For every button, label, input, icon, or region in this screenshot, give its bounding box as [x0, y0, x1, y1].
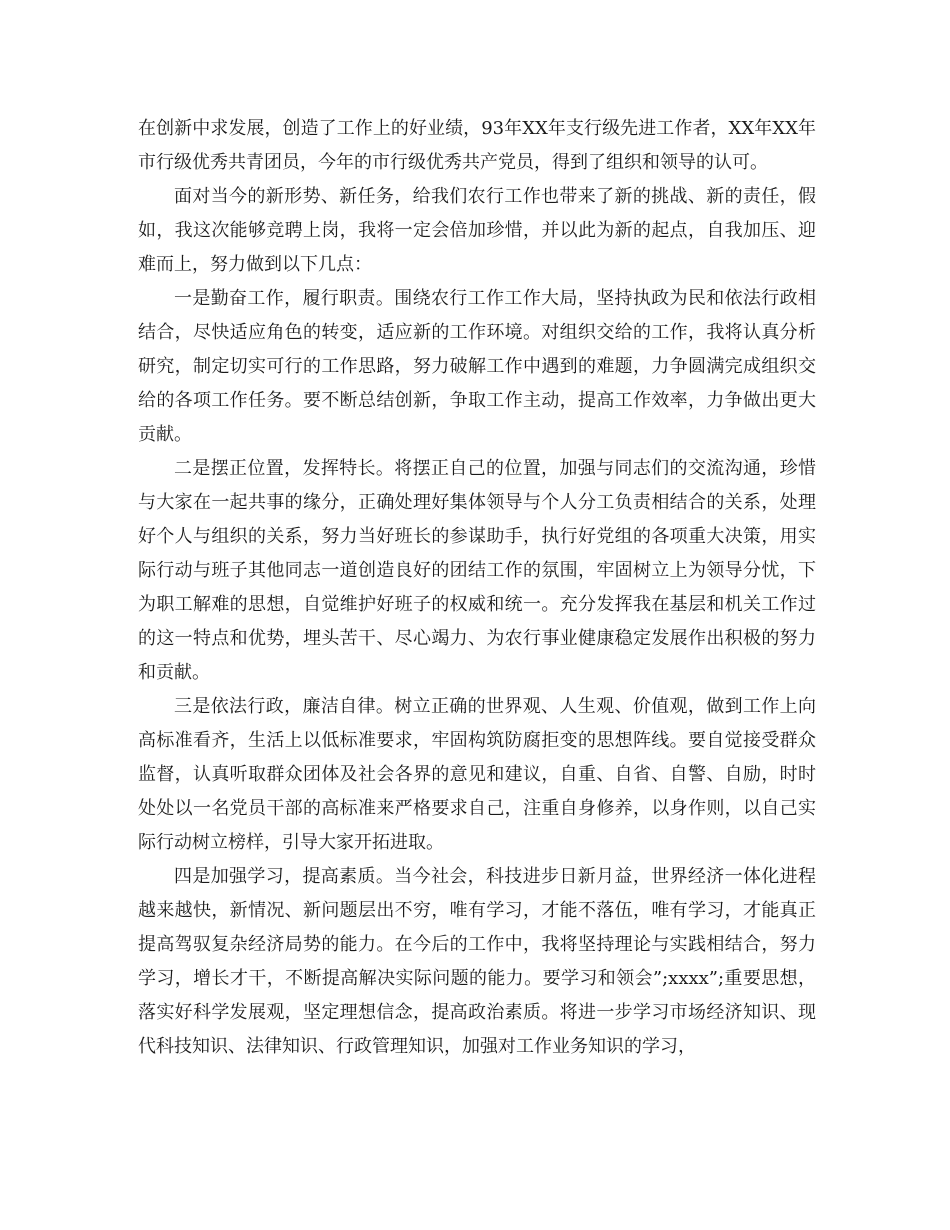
- paragraph-point-three: 三是依法行政，廉洁自律。树立正确的世界观、人生观、价值观，做到工作上向高标准看齐，生活上以低标准要求，牢固构筑防腐拒变的思想阵线。要自觉接受群众监督，认真听取群众团体及社会各界的意见和建议，自重、自省、自警、自励，时时处处以一名党员干部的高标准来严格要求自己，注重自身修养，以身作则，以自己实际行动树立榜样，引导大家开拓进取。: [138, 696, 816, 853]
- paragraph-new-situation: 面对当今的新形势、新任务，给我们农行工作也带来了新的挑战、新的责任，假如，我这次能够竞聘上岗，我将一定会倍加珍惜，并以此为新的起点，自我加压、迎难而上，努力做到以下几点：: [138, 186, 816, 275]
- paragraph-continuation: 在创新中求发展，创造了工作上的好业绩，93年XX年支行级先进工作者，XX年XX年市行级优秀共青团员，今年的市行级优秀共产党员，得到了组织和领导的认可。: [138, 118, 816, 173]
- paragraph-point-two: 二是摆正位置，发挥特长。将摆正自己的位置，加强与同志们的交流沟通，珍惜与大家在一起共事的缘分，正确处理好集体领导与个人分工负责相结合的关系，处理好个人与组织的关系，努力当好班长的参谋助手，执行好党组的各项重大决策，用实际行动与班子其他同志一道创造良好的团结工作的氛围，牢固树立上为领导分忧，下为职工解难的思想，自觉维护好班子的权威和统一。充分发挥我在基层和机关工作过的这一特点和优势，埋头苦干、尽心竭力、为农行事业健康稳定发展作出积极的努力和贡献。: [138, 458, 816, 683]
- paragraph-point-four: 四是加强学习，提高素质。当今社会，科技进步日新月益，世界经济一体化进程越来越快，新情况、新问题层出不穷，唯有学习，才能不落伍，唯有学习，才能真正提高驾驭复杂经济局势的能力。在今后的工作中，我将坚持理论与实践相结合，努力学习，增长才干，不断提高解决实际问题的能力。要学习和领会”;xxxx”;重要思想，落实好科学发展观，坚定理想信念，提高政治素质。将进一步学习市场经济知识、现代科技知识、法律知识、行政管理知识，加强对工作业务知识的学习，: [138, 866, 816, 1057]
- paragraph-point-one: 一是勤奋工作，履行职责。围绕农行工作工作大局，坚持执政为民和依法行政相结合，尽快适应角色的转变，适应新的工作环境。对组织交给的工作，我将认真分析研究，制定切实可行的工作思路，努力破解工作中遇到的难题，力争圆满完成组织交给的各项工作任务。要不断总结创新，争取工作主动，提高工作效率，力争做出更大贡献。: [138, 288, 816, 445]
- document-body: [138, 112, 816, 1064]
